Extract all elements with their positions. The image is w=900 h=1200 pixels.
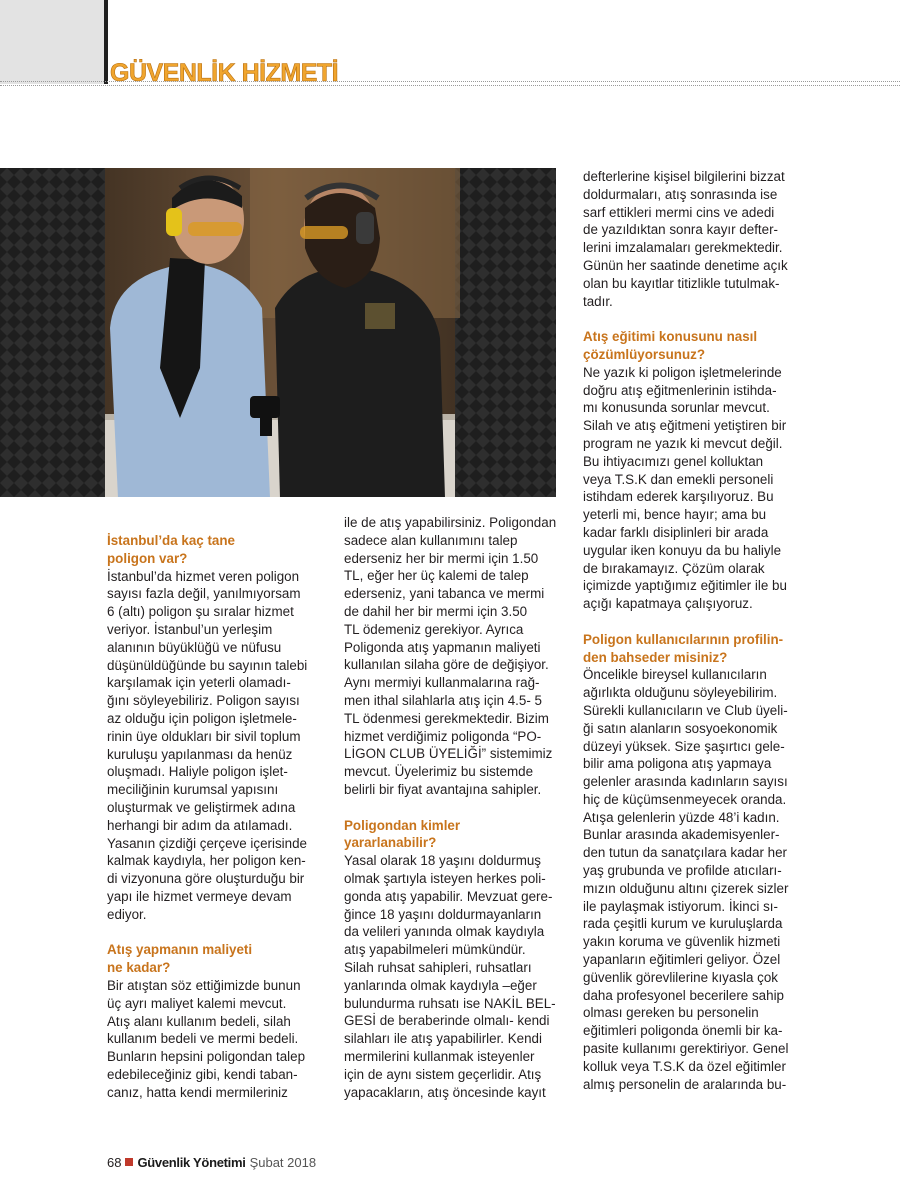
article-photo: [0, 168, 556, 497]
header-corner-block: [0, 0, 108, 84]
answer-paragraph: İstanbul’da hizmet veren poligon sayısı fazla değil, yanılmıyorsam 6 (altı) poligon şu sıralar hizmet veriyor. İstanbul’un yerleşim alanının büyüklüğü ve nüfusu düşünüldüğünde bu sayının talebi karşılamak için yeterli olamadı- ğını söyleyebiliriz. Poligon sayısı az olduğu için poligon işletmele- rinin üye oldukları bir sivil toplum kuruluşu yapılanması da henüz oluşmadı. Haliyle poligon işlet- meciliğinin kurumsal yapısını oluşturmak ve geliştirmek adına herhangi bir adım da atılamadı. Yasanın çizdiği çerçeve içerisinde kalmak kaydıyla, her poligon ken- di vizyonuna göre oluşturduğu bir yapı ile hizmet vermeye devam ediyor.: [107, 568, 308, 922]
answer-paragraph: Öncelikle bireysel kullanıcıların ağırlıkta olduğunu söyleyebilirim. Sürekli kullanıcıların ve Club üyeli- ği satın alanların sosyoekonomik düzeyi yüksek. Size şaşırtıcı gele- bilir ama poligona atış yapmaya gelenler arasında kadınların sayısı hiç de küçümsenmeyecek oranda. Atışa gelenlerin yüzde 48’i kadın. Bunlar arasında akademisyenler- den tutun da sanatçılara kadar her yaş grubunda ve profilde atıcıları- mızın olduğunu altını çizerek sizler ile paylaşmak istiyorum. İkinci sı- rada çeşitli kurum ve kuruluşlarda yakın koruma ve güvenlik hizmeti yapanların eğitimleri geliyor. Özel güvenlik görevlilerine kıyasla çok daha profesyonel becerilere sahip olması gereken bu personelin eğitimleri poligonda önemli bir ka- pasite kullanımı gerektiriyor. Genel kolluk veya T.S.K da özel eğitimler almış personelin de aralarında bu-: [583, 667, 789, 1092]
answer-paragraph: Yasal olarak 18 yaşını doldurmuş olmak şartıyla isteyen herkes poli- gonda atış yapabilir. Mevzuat gere- ğince 18 yaşını doldurmayanların da velileri yanında olmak kaydıyla atış yapabilmeleri mümkündür. Silah ruhsat sahipleri, ruhsatları yanlarında olmak kaydıyla –eğer bulundurma ruhsatı ise NAKİL BEL- GESİ de beraberinde olmalı- kendi silahları ile atış yapabilirler. Kendi mermilerini kullanmak isteyenler için de aynı sistem geçerlidir. Atış yapacakların, atış öncesinde kayıt: [344, 853, 556, 1100]
question-heading: Poligondan kimler yararlanabilir?: [344, 817, 461, 851]
page-footer: [107, 1152, 316, 1172]
article-column-2: [344, 514, 564, 1101]
section-title: GÜVENLİK HİZMETİ: [110, 59, 339, 87]
issue-date: Şubat 2018: [249, 1154, 317, 1170]
red-square-icon: [125, 1158, 133, 1166]
question-heading: Atış yapmanın maliyeti ne kadar?: [107, 942, 253, 976]
answer-paragraph: ile de atış yapabilirsiniz. Poligondan sadece alan kullanımını talep ederseniz her bir mermi için 1.50 TL, eğer her üç kalemi de talep ederseniz, yani tabanca ve mermi de dahil her bir mermi için 3.50 TL ödemeniz gerekiyor. Ayrıca Poligonda atış yapmanın maliyeti kullanılan silaha göre de değişiyor. Aynı mermiyi kullanmalarına rağ- men ithal silahlarla atış için 4.5- 5 TL ödenmesi gerekmektedir. Bizim hizmet verdiğimiz poligonda “PO- LİGON CLUB ÜYELİĞİ” sistemimiz mevcut. Üyelerimiz bu sistemde belirli bir fiyat avantajına sahipler.: [344, 515, 557, 797]
question-heading: İstanbul’da kaç tane poligon var?: [107, 533, 235, 566]
page-number: 68: [107, 1154, 122, 1170]
question-heading: Atış eğitimi konusunu nasıl çözümlüyorsunuz?: [583, 329, 758, 362]
shooting-range-illustration: [0, 168, 556, 497]
acoustic-panel-left: [0, 168, 105, 497]
magazine-name: Güvenlik Yönetimi: [137, 1154, 246, 1170]
title-rule: [0, 81, 900, 86]
pistol: [250, 396, 280, 418]
answer-paragraph: defterlerine kişisel bilgilerini bizzat doldurmaları, atış sonrasında ise sarf ettikleri mermi cins ve adedi de yazıldıktan sonra kayır defter- lerini imzalamaları gerekmektedir. Günün her saatinde denetime açık olan bu kayıtlar titizlikle tutulmak- tadır.: [583, 169, 788, 309]
acoustic-panel-right: [455, 168, 556, 497]
article-column-1: [107, 532, 312, 1102]
article-column-3: [583, 168, 803, 1093]
answer-paragraph: Bir atıştan söz ettiğimizde bunun üç ayrı maliyet kalemi mevcut. Atış alanı kullanım bedeli, silah kullanım bedeli ve mermi bedeli. Bunların hepsini poligondan talep edebileceğiniz gibi, kendi taban- canız, hatta kendi mermileriniz: [107, 977, 306, 1100]
question-heading: Poligon kullanıcılarının profilin- den bahseder misiniz?: [583, 631, 784, 665]
answer-paragraph: Ne yazık ki poligon işletmelerinde doğru atış eğitmenlerinin istihda- mı konusunda sorunlar mevcut. Silah ve atış eğitmeni yetiştiren bir program ne yazık ki mevcut değil. Bu ihtiyacımızı genel kolluktan veya T.S.K dan emekli personeli istihdam ederek karşılıyoruz. Bu yeterli mi, bence hayır; ama bu kadar farklı disiplinleri bir arada uygular iken konuyu da bu haliyle de bırakamayız. Çözüm olarak içimizde yaptığımız eğitimler ile bu açığı kapatmaya çalışıyoruz.: [583, 364, 787, 612]
person-instructor: [275, 268, 445, 498]
